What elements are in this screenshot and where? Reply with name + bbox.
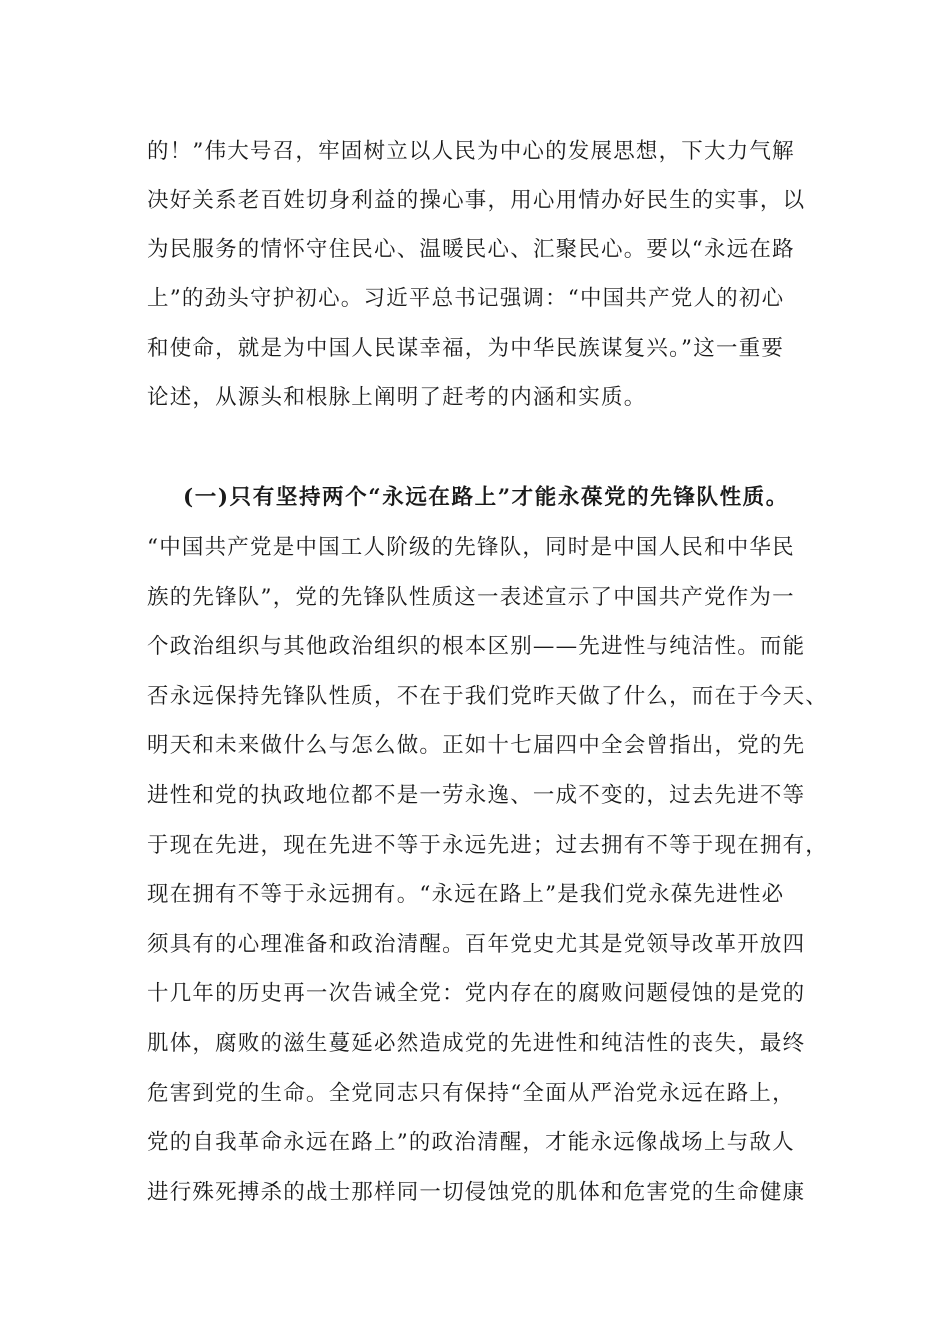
section-heading: (一)只有坚持两个“永远在路上”才能永葆党的先锋队性质。 xyxy=(183,485,789,510)
text-line: 和使命，就是为中国人民谋幸福，为中华民族谋复兴。”这一重要 xyxy=(147,336,785,361)
text-line: 进行殊死搏杀的战士那样同一切侵蚀党的肌体和危害党的生命健康 xyxy=(147,1180,806,1205)
text-line: 决好关系老百姓切身利益的操心事，用心用情办好民生的实事，以 xyxy=(147,188,806,213)
text-line: 上”的劲头守护初心。习近平总书记强调：“中国共产党人的初心 xyxy=(147,286,785,311)
text-line: 于现在先进，现在先进不等于永远先进；过去拥有不等于现在拥有， xyxy=(147,833,829,858)
text-line: 否永远保持先锋队性质，不在于我们党昨天做了什么，而在于今天、 xyxy=(147,684,829,709)
text-line: 为民服务的情怀守住民心、温暖民心、汇聚民心。要以“永远在路 xyxy=(147,237,795,262)
text-line: 现在拥有不等于永远拥有。“永远在路上”是我们党永葆先进性必 xyxy=(147,882,785,907)
text-line: 须具有的心理准备和政治清醒。百年党史尤其是党领导改革开放四 xyxy=(147,932,806,957)
text-line: 进性和党的执政地位都不是一劳永逸、一成不变的，过去先进不等 xyxy=(147,783,806,808)
text-line: 肌体，腐败的滋生蔓延必然造成党的先进性和纯洁性的丧失，最终 xyxy=(147,1031,806,1056)
text-line: 个政治组织与其他政治组织的根本区别——先进性与纯洁性。而能 xyxy=(147,634,806,659)
text-line: 危害到党的生命。全党同志只有保持“全面从严治党永远在路上， xyxy=(147,1081,795,1106)
text-line: 十几年的历史再一次告诫全党：党内存在的腐败问题侵蚀的是党的 xyxy=(147,981,806,1006)
text-line: 的！”伟大号召，牢固树立以人民为中心的发展思想，下大力气解 xyxy=(147,139,795,164)
text-line: 论述，从源头和根脉上阐明了赶考的内涵和实质。 xyxy=(147,385,647,410)
text-line: 族的先锋队”，党的先锋队性质这一表述宣示了中国共产党作为一 xyxy=(147,585,795,610)
text-line: 明天和未来做什么与怎么做。正如十七届四中全会曾指出，党的先 xyxy=(147,733,806,758)
text-line: “中国共产党是中国工人阶级的先锋队，同时是中国人民和中华民 xyxy=(147,535,795,560)
text-line: 党的自我革命永远在路上”的政治清醒，才能永远像战场上与敌人 xyxy=(147,1130,795,1155)
